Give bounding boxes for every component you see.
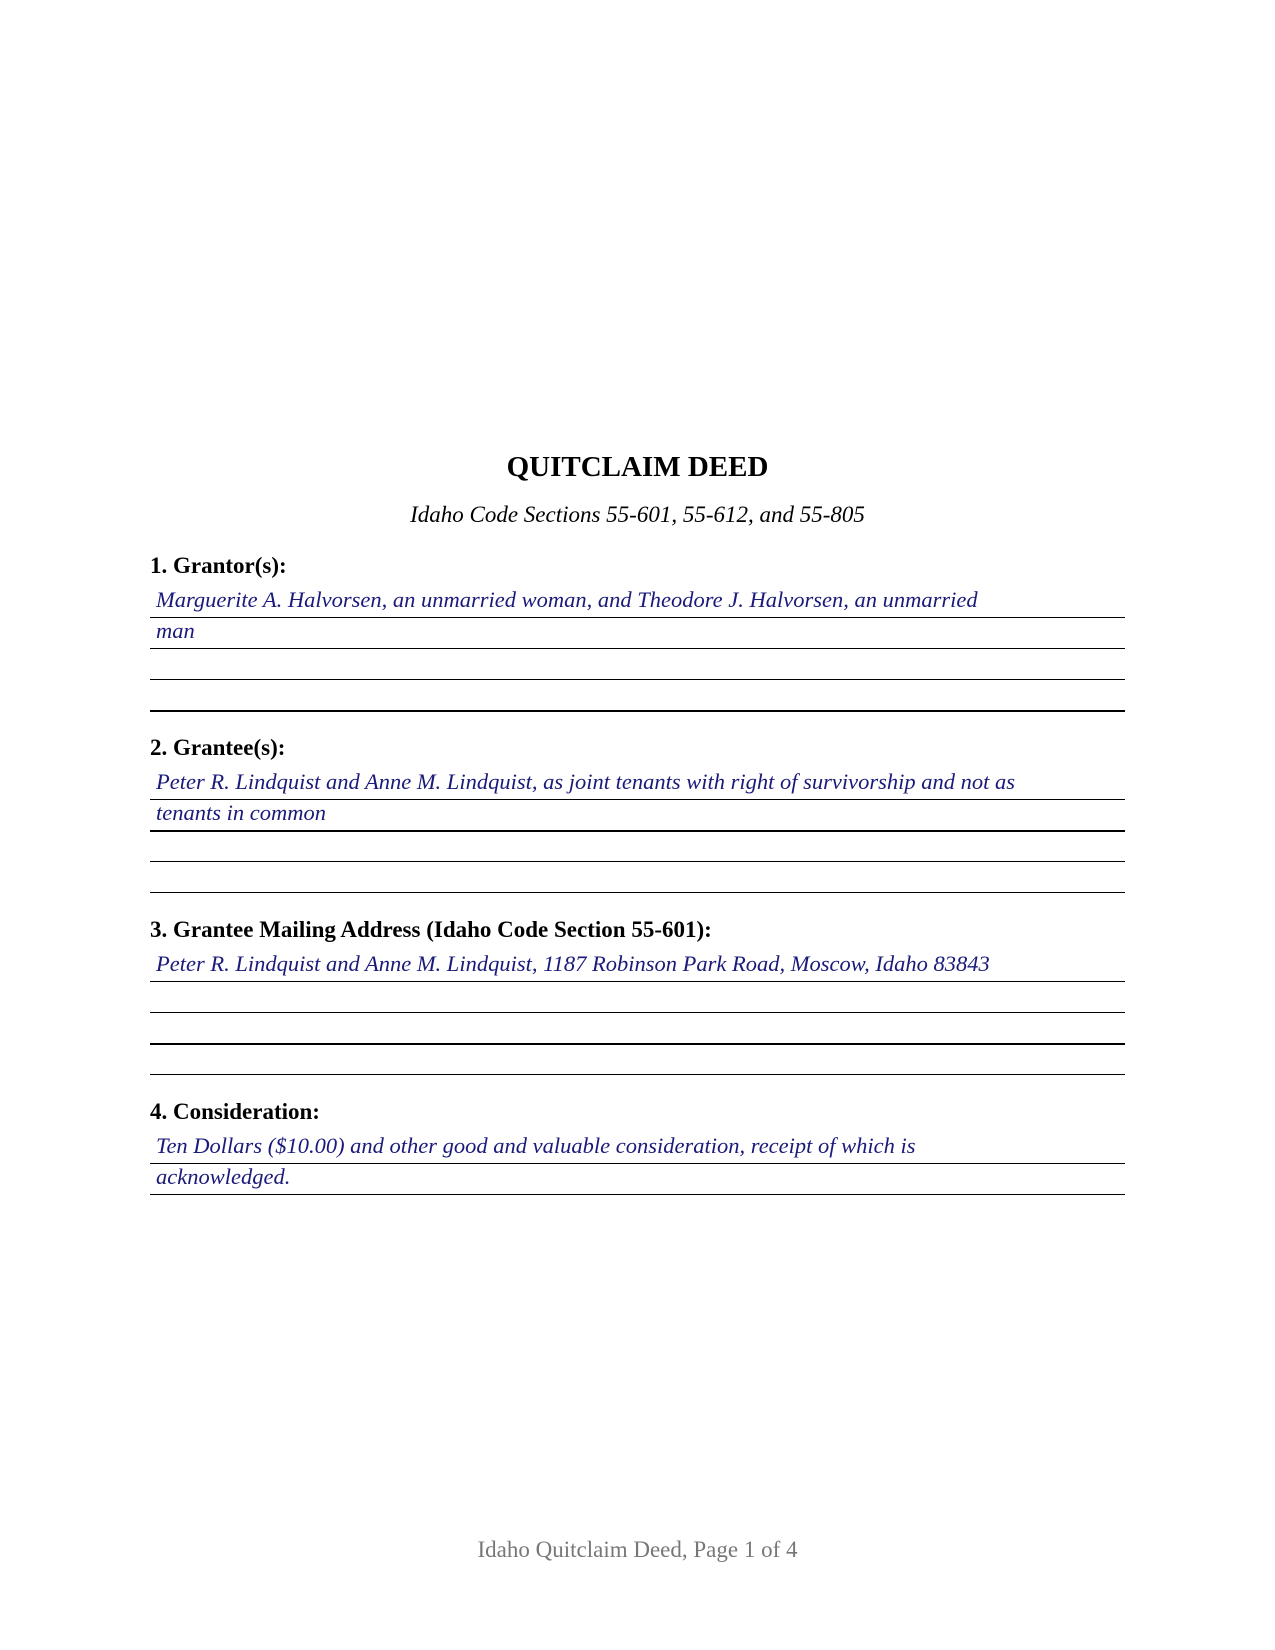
grantor-underline-2 — [150, 648, 1125, 649]
mailing-address-label: 3. Grantee Mailing Address (Idaho Code Section 55-601): — [150, 917, 712, 942]
consideration-line-2: acknowledged. — [156, 1164, 291, 1189]
consideration-underline-2 — [150, 1194, 1125, 1195]
mailing-address-section — [150, 916, 1125, 1086]
grantee-label: 2. Grantee(s): — [150, 735, 286, 760]
mailing-address-underline-3 — [150, 1043, 1125, 1045]
page-footer: Idaho Quitclaim Deed, Page 1 of 4 — [477, 1537, 798, 1562]
grantor-line-1: Marguerite A. Halvorsen, an unmarried woman, and Theodore J. Halvorsen, an unmarried — [156, 587, 978, 612]
mailing-address-underline-4 — [150, 1074, 1125, 1075]
grantee-line-2: tenants in common — [156, 800, 326, 825]
grantee-line-1: Peter R. Lindquist and Anne M. Lindquist, as joint tenants with right of survivorship and not as — [156, 769, 1015, 794]
grantee-underline-2 — [150, 830, 1125, 832]
grantor-underline-3 — [150, 679, 1125, 680]
grantee-underline-4 — [150, 892, 1125, 893]
consideration-section — [150, 1098, 1125, 1208]
grantor-line-2: man — [156, 618, 195, 643]
mailing-address-underline-2 — [150, 1012, 1125, 1013]
grantor-underline-4 — [150, 710, 1125, 712]
grantor-section — [150, 552, 1125, 722]
grantee-underline-3 — [150, 861, 1125, 862]
grantee-section — [150, 734, 1125, 904]
consideration-label: 4. Consideration: — [150, 1099, 320, 1124]
mailing-address-underline-1 — [150, 981, 1125, 982]
document-title: QUITCLAIM DEED — [506, 451, 769, 483]
consideration-line-1: Ten Dollars ($10.00) and other good and valuable consideration, receipt of which is — [156, 1133, 916, 1158]
mailing-address-line-1: Peter R. Lindquist and Anne M. Lindquist, 1187 Robinson Park Road, Moscow, Idaho 83843 — [156, 951, 990, 976]
grantor-label: 1. Grantor(s): — [150, 553, 287, 578]
document-subtitle: Idaho Code Sections 55-601, 55-612, and 55-805 — [410, 502, 865, 527]
